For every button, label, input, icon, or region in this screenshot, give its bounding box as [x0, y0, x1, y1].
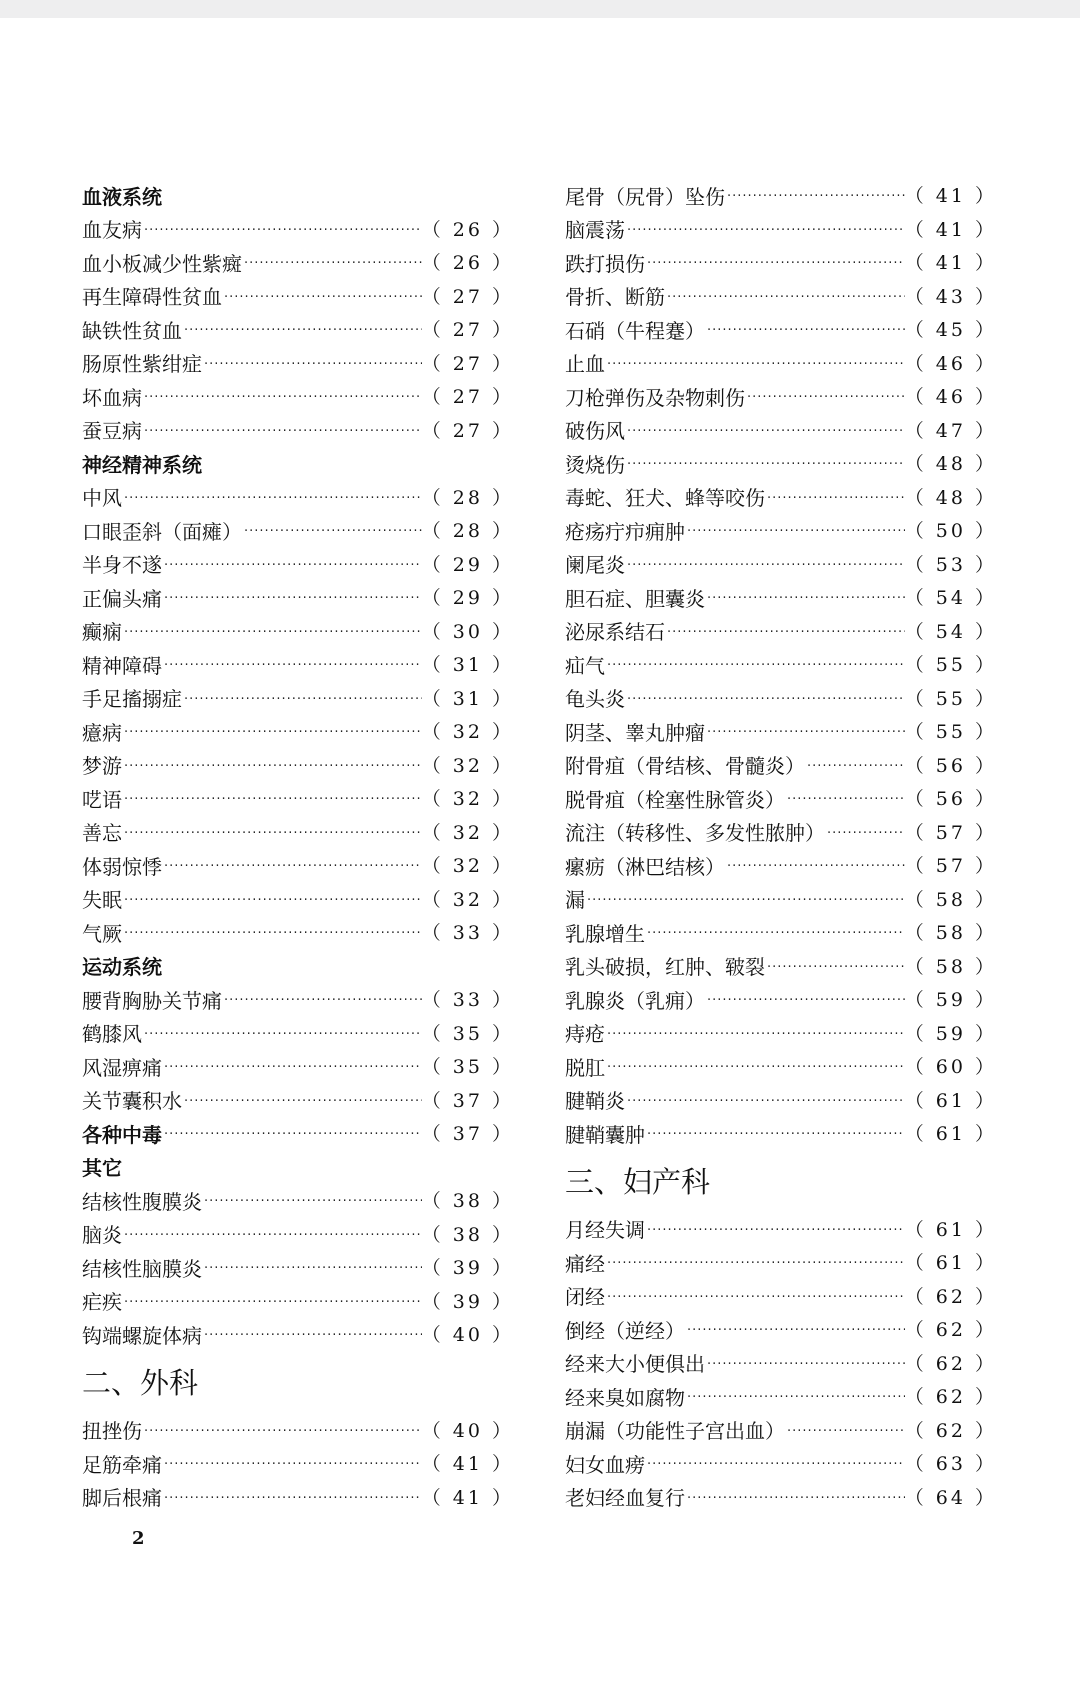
- toc-entry-title: 龟头炎: [565, 687, 625, 712]
- toc-entry-title: 痔疮: [565, 1022, 605, 1047]
- toc-entry: [82, 1018, 514, 1052]
- toc-entry: [565, 549, 997, 583]
- dot-leader: [725, 190, 905, 203]
- toc-entry-title: 毒蛇、狂犬、蜂等咬伤: [565, 486, 765, 511]
- section-heading: 二、外科: [82, 1366, 199, 1400]
- dot-leader: [162, 1458, 422, 1471]
- toc-entry: [565, 1415, 997, 1449]
- toc-entry-title: 梦游: [82, 754, 122, 779]
- toc-entry: [565, 951, 997, 985]
- toc-entry-title: 善忘: [82, 821, 122, 846]
- toc-entry-title: 漏: [565, 888, 585, 913]
- toc-entry: [82, 1286, 514, 1320]
- toc-entry-title: 烫烧伤: [565, 452, 625, 477]
- dot-leader: [605, 1291, 905, 1304]
- dot-leader: [122, 726, 422, 739]
- toc-entry: [82, 1051, 514, 1085]
- toc-entry-title: 蚕豆病: [82, 419, 142, 444]
- section-heading: 三、妇产科: [565, 1165, 711, 1199]
- dot-leader: [122, 793, 422, 806]
- dot-leader: [645, 1458, 905, 1471]
- toc-entry-page: （ 57 ）: [904, 821, 997, 844]
- toc-entry-title: 再生障碍性贫血: [82, 285, 222, 310]
- toc-entry-title: 足筋牵痛: [82, 1452, 162, 1477]
- toc-entry-title: 肠原性紫绀症: [82, 352, 202, 377]
- toc-entry-title: 血小板减少性紫癍: [82, 251, 242, 276]
- toc-entry-title: 脚后根痛: [82, 1486, 162, 1511]
- dot-leader: [162, 1061, 422, 1074]
- dot-leader: [625, 425, 905, 438]
- dot-leader: [242, 257, 422, 270]
- toc-entry-page: （ 50 ）: [904, 520, 997, 543]
- toc-entry: [565, 1051, 997, 1085]
- toc-entry-page: （ 27 ）: [421, 419, 514, 442]
- toc-entry: [565, 482, 997, 516]
- toc-entry-title: 手足搐搦症: [82, 687, 182, 712]
- toc-entry-title: 坏血病: [82, 385, 142, 410]
- toc-entry: [82, 415, 514, 449]
- toc-entry-title: 经来臭如腐物: [565, 1385, 685, 1410]
- toc-entry: [565, 381, 997, 415]
- toc-entry: [565, 1448, 997, 1482]
- toc-entry: [82, 817, 514, 851]
- dot-leader: [202, 358, 422, 371]
- toc-entry: [565, 1118, 997, 1152]
- toc-entry-title: 石硝（牛程蹇）: [565, 318, 705, 343]
- toc-entry: [565, 850, 997, 884]
- toc-entry: [82, 549, 514, 583]
- dot-leader: [585, 894, 905, 907]
- dot-leader: [625, 458, 905, 471]
- toc-entry: [565, 314, 997, 348]
- category-heading: 其它: [82, 1156, 122, 1181]
- toc-entry-page: （ 31 ）: [421, 687, 514, 710]
- toc-entry-title: 刀枪弹伤及杂物刺伤: [565, 385, 745, 410]
- toc-entry-page: （ 41 ）: [904, 218, 997, 241]
- toc-entry-title: 尾骨（尻骨）坠伤: [565, 184, 725, 209]
- toc-entry-title: 跌打损伤: [565, 251, 645, 276]
- dot-leader: [142, 1028, 422, 1041]
- category-heading: 运动系统: [82, 955, 162, 980]
- toc-entry: [565, 1018, 997, 1052]
- toc-entry: [82, 1185, 514, 1219]
- toc-entry-page: （ 30 ）: [421, 620, 514, 643]
- toc-entry-page: （ 32 ）: [421, 788, 514, 811]
- toc-entry-page: （ 27 ）: [421, 285, 514, 308]
- toc-entry-title: 瘰疬（淋巴结核）: [565, 854, 725, 879]
- toc-entry-page: （ 62 ）: [904, 1352, 997, 1375]
- toc-entry-page: （ 62 ）: [904, 1386, 997, 1409]
- toc-entry-page: （ 55 ）: [904, 654, 997, 677]
- toc-entry-page: （ 29 ）: [421, 587, 514, 610]
- toc-entry-page: （ 26 ）: [421, 218, 514, 241]
- toc-entry-page: （ 41 ）: [421, 1453, 514, 1476]
- dot-leader: [705, 994, 905, 1007]
- dot-leader: [162, 592, 422, 605]
- toc-entry-page: （ 53 ）: [904, 553, 997, 576]
- dot-leader: [142, 224, 422, 237]
- dot-leader: [142, 391, 422, 404]
- toc-entry-page: （ 37 ）: [421, 1123, 514, 1146]
- dot-leader: [705, 1358, 905, 1371]
- toc-entry-title: 泌尿系结石: [565, 620, 665, 645]
- toc-entry: [82, 1085, 514, 1119]
- category-heading: 神经精神系统: [82, 452, 202, 477]
- toc-entry-page: （ 39 ）: [421, 1290, 514, 1313]
- toc-entry-title: 胆石症、胆囊炎: [565, 586, 705, 611]
- toc-entry: [565, 783, 997, 817]
- toc-entry: [565, 1314, 997, 1348]
- category-heading: 血液系统: [82, 184, 162, 209]
- toc-entry: [565, 1247, 997, 1281]
- toc-entry-title: 血友病: [82, 218, 142, 243]
- toc-entry: [565, 1281, 997, 1315]
- toc-entry: [82, 616, 514, 650]
- toc-entry: [82, 1118, 514, 1152]
- dot-leader: [805, 760, 905, 773]
- toc-entry: [565, 1214, 997, 1248]
- toc-entry-page: （ 54 ）: [904, 620, 997, 643]
- dot-leader: [685, 1492, 905, 1505]
- toc-entry-page: （ 38 ）: [421, 1223, 514, 1246]
- toc-entry-title: 阴茎、睾丸肿瘤: [565, 720, 705, 745]
- toc-entry: [565, 415, 997, 449]
- dot-leader: [202, 1329, 422, 1342]
- toc-entry-page: （ 62 ）: [904, 1419, 997, 1442]
- dot-leader: [745, 391, 905, 404]
- toc-entry: [565, 817, 997, 851]
- toc-entry-title: 癫痫: [82, 620, 122, 645]
- toc-entry: [82, 348, 514, 382]
- dot-leader: [182, 1095, 422, 1108]
- toc-entry: [82, 482, 514, 516]
- dot-leader: [645, 1128, 905, 1141]
- toc-entry-title: 鹤膝风: [82, 1022, 142, 1047]
- dot-leader: [122, 1296, 422, 1309]
- toc-entry-page: （ 55 ）: [904, 721, 997, 744]
- toc-entry-page: （ 61 ）: [904, 1218, 997, 1241]
- toc-entry-title: 月经失调: [565, 1218, 645, 1243]
- toc-entry: [565, 448, 997, 482]
- toc-entry-page: （ 59 ）: [904, 1022, 997, 1045]
- toc-entry-title: 腱鞘囊肿: [565, 1122, 645, 1147]
- toc-entry-page: （ 35 ）: [421, 1022, 514, 1045]
- toc-entry-title: 骨折、断筋: [565, 285, 665, 310]
- toc-entry: [82, 515, 514, 549]
- toc-entry-title: 脑炎: [82, 1223, 122, 1248]
- toc-entry: [82, 582, 514, 616]
- toc-entry-title: 呓语: [82, 787, 122, 812]
- dot-leader: [605, 358, 905, 371]
- toc-entry-title: 止血: [565, 352, 605, 377]
- toc-entry-page: （ 62 ）: [904, 1319, 997, 1342]
- dot-leader: [605, 1257, 905, 1270]
- toc-entry-title: 阑尾炎: [565, 553, 625, 578]
- toc-entry: [565, 716, 997, 750]
- dot-leader: [202, 1195, 422, 1208]
- toc-entry-title: 中风: [82, 486, 122, 511]
- toc-entry-page: （ 41 ）: [421, 1486, 514, 1509]
- toc-entry-page: （ 29 ）: [421, 553, 514, 576]
- toc-entry-title: 关节囊积水: [82, 1089, 182, 1114]
- toc-entry-page: （ 39 ）: [421, 1257, 514, 1280]
- toc-entry-title: 妇女血痨: [565, 1452, 645, 1477]
- dot-leader: [182, 324, 422, 337]
- toc-entry-page: （ 56 ）: [904, 788, 997, 811]
- dot-leader: [122, 827, 422, 840]
- toc-entry-page: （ 61 ）: [904, 1089, 997, 1112]
- toc-entry-page: （ 27 ）: [421, 352, 514, 375]
- toc-entry: [565, 582, 997, 616]
- dot-leader: [765, 961, 905, 974]
- dot-leader: [122, 894, 422, 907]
- dot-leader: [625, 559, 905, 572]
- toc-entry-title: 缺铁性贫血: [82, 318, 182, 343]
- toc-entry-page: （ 32 ）: [421, 754, 514, 777]
- toc-left-column: [82, 180, 514, 1515]
- toc-entry-title: 风湿痹痛: [82, 1055, 162, 1080]
- toc-entry-page: （ 38 ）: [421, 1190, 514, 1213]
- toc-entry-page: （ 32 ）: [421, 721, 514, 744]
- toc-entry-title: 各种中毒: [82, 1122, 162, 1147]
- toc-right-column: [565, 180, 997, 1515]
- toc-entry-title: 崩漏（功能性子宫出血）: [565, 1419, 785, 1444]
- toc-entry-page: （ 55 ）: [904, 687, 997, 710]
- toc-entry-title: 疮疡疔疖痈肿: [565, 519, 685, 544]
- toc-entry-title: 正偏头痛: [82, 586, 162, 611]
- toc-entry: [565, 281, 997, 315]
- dot-leader: [202, 1262, 422, 1275]
- dot-leader: [142, 1425, 422, 1438]
- toc-entry-page: （ 47 ）: [904, 419, 997, 442]
- dot-leader: [645, 257, 905, 270]
- dot-leader: [122, 927, 422, 940]
- toc-entry-title: 疟疾: [82, 1290, 122, 1315]
- dot-leader: [685, 1324, 905, 1337]
- toc-entry-page: （ 41 ）: [904, 252, 997, 275]
- dot-leader: [605, 1061, 905, 1074]
- toc-entry-page: （ 40 ）: [421, 1324, 514, 1347]
- dot-leader: [222, 994, 422, 1007]
- toc-entry: [565, 917, 997, 951]
- toc-entry: [565, 616, 997, 650]
- toc-entry: [82, 281, 514, 315]
- dot-leader: [665, 626, 905, 639]
- toc-entry: [82, 1448, 514, 1482]
- toc-entry: [82, 984, 514, 1018]
- toc-entry-title: 倒经（逆经）: [565, 1318, 685, 1343]
- toc-entry-page: （ 27 ）: [421, 319, 514, 342]
- toc-entry: [82, 884, 514, 918]
- toc-entry-title: 失眠: [82, 888, 122, 913]
- dot-leader: [765, 492, 905, 505]
- toc-entry-page: （ 48 ）: [904, 486, 997, 509]
- toc-entry: [565, 348, 997, 382]
- toc-entry-page: （ 60 ）: [904, 1056, 997, 1079]
- toc-entry-title: 结核性脑膜炎: [82, 1256, 202, 1281]
- toc-entry-page: （ 48 ）: [904, 453, 997, 476]
- toc-entry-page: （ 58 ）: [904, 922, 997, 945]
- toc-entry-page: （ 64 ）: [904, 1486, 997, 1509]
- toc-entry: [82, 314, 514, 348]
- toc-entry-title: 腱鞘炎: [565, 1089, 625, 1114]
- toc-entry-title: 口眼歪斜（面瘫）: [82, 519, 242, 544]
- toc-entry-title: 闭经: [565, 1285, 605, 1310]
- dot-leader: [142, 425, 422, 438]
- toc-entry-page: （ 33 ）: [421, 922, 514, 945]
- toc-entry: [82, 683, 514, 717]
- toc-entry-page: （ 58 ）: [904, 955, 997, 978]
- dot-leader: [625, 224, 905, 237]
- dot-leader: [162, 860, 422, 873]
- toc-entry-page: （ 62 ）: [904, 1285, 997, 1308]
- toc-entry-title: 体弱惊悸: [82, 854, 162, 879]
- toc-entry: [565, 247, 997, 281]
- toc-entry-title: 钩端螺旋体病: [82, 1323, 202, 1348]
- toc-entry: [82, 1219, 514, 1253]
- toc-entry: [565, 750, 997, 784]
- toc-entry-page: （ 33 ）: [421, 989, 514, 1012]
- page-number: 2: [132, 1528, 145, 1549]
- toc-entry: [82, 917, 514, 951]
- toc-entry-page: （ 56 ）: [904, 754, 997, 777]
- toc-entry-page: （ 61 ）: [904, 1252, 997, 1275]
- dot-leader: [705, 726, 905, 739]
- toc-entry-title: 扭挫伤: [82, 1419, 142, 1444]
- dot-leader: [725, 860, 905, 873]
- dot-leader: [162, 1492, 422, 1505]
- toc-entry: [565, 1482, 997, 1516]
- dot-leader: [122, 626, 422, 639]
- toc-entry: [82, 1252, 514, 1286]
- toc-entry: [82, 247, 514, 281]
- dot-leader: [705, 324, 905, 337]
- dot-leader: [825, 827, 905, 840]
- toc-entry-page: （ 31 ）: [421, 654, 514, 677]
- toc-entry-page: （ 40 ）: [421, 1419, 514, 1442]
- toc-entry-title: 老妇经血复行: [565, 1486, 685, 1511]
- toc-entry: [82, 1482, 514, 1516]
- toc-entry-title: 乳腺炎（乳痈）: [565, 988, 705, 1013]
- dot-leader: [625, 693, 905, 706]
- dot-leader: [122, 492, 422, 505]
- toc-entry-page: （ 35 ）: [421, 1056, 514, 1079]
- toc-entry-page: （ 46 ）: [904, 352, 997, 375]
- dot-leader: [665, 291, 905, 304]
- toc-entry-page: （ 63 ）: [904, 1453, 997, 1476]
- toc-entry: [82, 783, 514, 817]
- toc-entry-title: 腰背胸胁关节痛: [82, 988, 222, 1013]
- toc-entry: [82, 850, 514, 884]
- toc-entry-title: 破伤风: [565, 419, 625, 444]
- toc-entry: [565, 649, 997, 683]
- dot-leader: [785, 793, 905, 806]
- toc-entry: [565, 214, 997, 248]
- dot-leader: [182, 693, 422, 706]
- toc-entry-title: 经来大小便俱出: [565, 1352, 705, 1377]
- dot-leader: [162, 1128, 422, 1141]
- toc-entry-page: （ 37 ）: [421, 1089, 514, 1112]
- toc-entry-title: 乳头破损，红肿、皲裂: [565, 955, 765, 980]
- dot-leader: [625, 1095, 905, 1108]
- toc-entry: [82, 214, 514, 248]
- toc-entry: [565, 984, 997, 1018]
- toc-entry-title: 结核性腹膜炎: [82, 1189, 202, 1214]
- toc-entry-title: 气厥: [82, 921, 122, 946]
- toc-entry: [565, 1381, 997, 1415]
- toc-entry-page: （ 43 ）: [904, 285, 997, 308]
- toc-entry: [82, 381, 514, 415]
- dot-leader: [222, 291, 422, 304]
- toc-entry: [565, 884, 997, 918]
- dot-leader: [685, 525, 905, 538]
- toc-entry-page: （ 26 ）: [421, 252, 514, 275]
- toc-entry-page: （ 32 ）: [421, 855, 514, 878]
- toc-entry-page: （ 59 ）: [904, 989, 997, 1012]
- dot-leader: [645, 1224, 905, 1237]
- toc-entry-page: （ 27 ）: [421, 386, 514, 409]
- dot-leader: [785, 1425, 905, 1438]
- toc-entry: [565, 1085, 997, 1119]
- toc-entry-title: 脑震荡: [565, 218, 625, 243]
- dot-leader: [605, 1028, 905, 1041]
- toc-entry-title: 癔病: [82, 720, 122, 745]
- dot-leader: [605, 659, 905, 672]
- toc-entry-page: （ 58 ）: [904, 888, 997, 911]
- toc-entry-page: （ 28 ）: [421, 486, 514, 509]
- toc-entry: [82, 750, 514, 784]
- toc-entry: [82, 1415, 514, 1449]
- dot-leader: [685, 1391, 905, 1404]
- dot-leader: [162, 659, 422, 672]
- dot-leader: [705, 592, 905, 605]
- toc-entry: [565, 1348, 997, 1382]
- toc-entry: [565, 515, 997, 549]
- toc-entry-page: （ 28 ）: [421, 520, 514, 543]
- toc-entry: [82, 716, 514, 750]
- toc-entry-title: 脱骨疽（栓塞性脉管炎）: [565, 787, 785, 812]
- toc-entry-page: （ 45 ）: [904, 319, 997, 342]
- toc-entry: [565, 683, 997, 717]
- toc-entry: [82, 1319, 514, 1353]
- dot-leader: [122, 1229, 422, 1242]
- toc-entry-title: 附骨疽（骨结核、骨髓炎）: [565, 754, 805, 779]
- toc-entry-page: （ 32 ）: [421, 888, 514, 911]
- scan-top-band: [0, 0, 1080, 18]
- toc-entry-title: 乳腺增生: [565, 921, 645, 946]
- toc-entry-page: （ 57 ）: [904, 855, 997, 878]
- toc-entry: [82, 649, 514, 683]
- toc-entry-title: 疝气: [565, 653, 605, 678]
- toc-entry: [565, 180, 997, 214]
- dot-leader: [122, 760, 422, 773]
- toc-entry-title: 流注（转移性、多发性脓肿）: [565, 821, 825, 846]
- toc-entry-page: （ 41 ）: [904, 185, 997, 208]
- toc-entry-title: 精神障碍: [82, 653, 162, 678]
- toc-entry-title: 痛经: [565, 1251, 605, 1276]
- toc-entry-title: 半身不遂: [82, 553, 162, 578]
- toc-entry-page: （ 61 ）: [904, 1123, 997, 1146]
- dot-leader: [645, 927, 905, 940]
- toc-entry-page: （ 32 ）: [421, 821, 514, 844]
- toc-entry-title: 脱肛: [565, 1055, 605, 1080]
- toc-entry-page: （ 54 ）: [904, 587, 997, 610]
- dot-leader: [162, 559, 422, 572]
- toc-entry-page: （ 46 ）: [904, 386, 997, 409]
- dot-leader: [242, 525, 422, 538]
